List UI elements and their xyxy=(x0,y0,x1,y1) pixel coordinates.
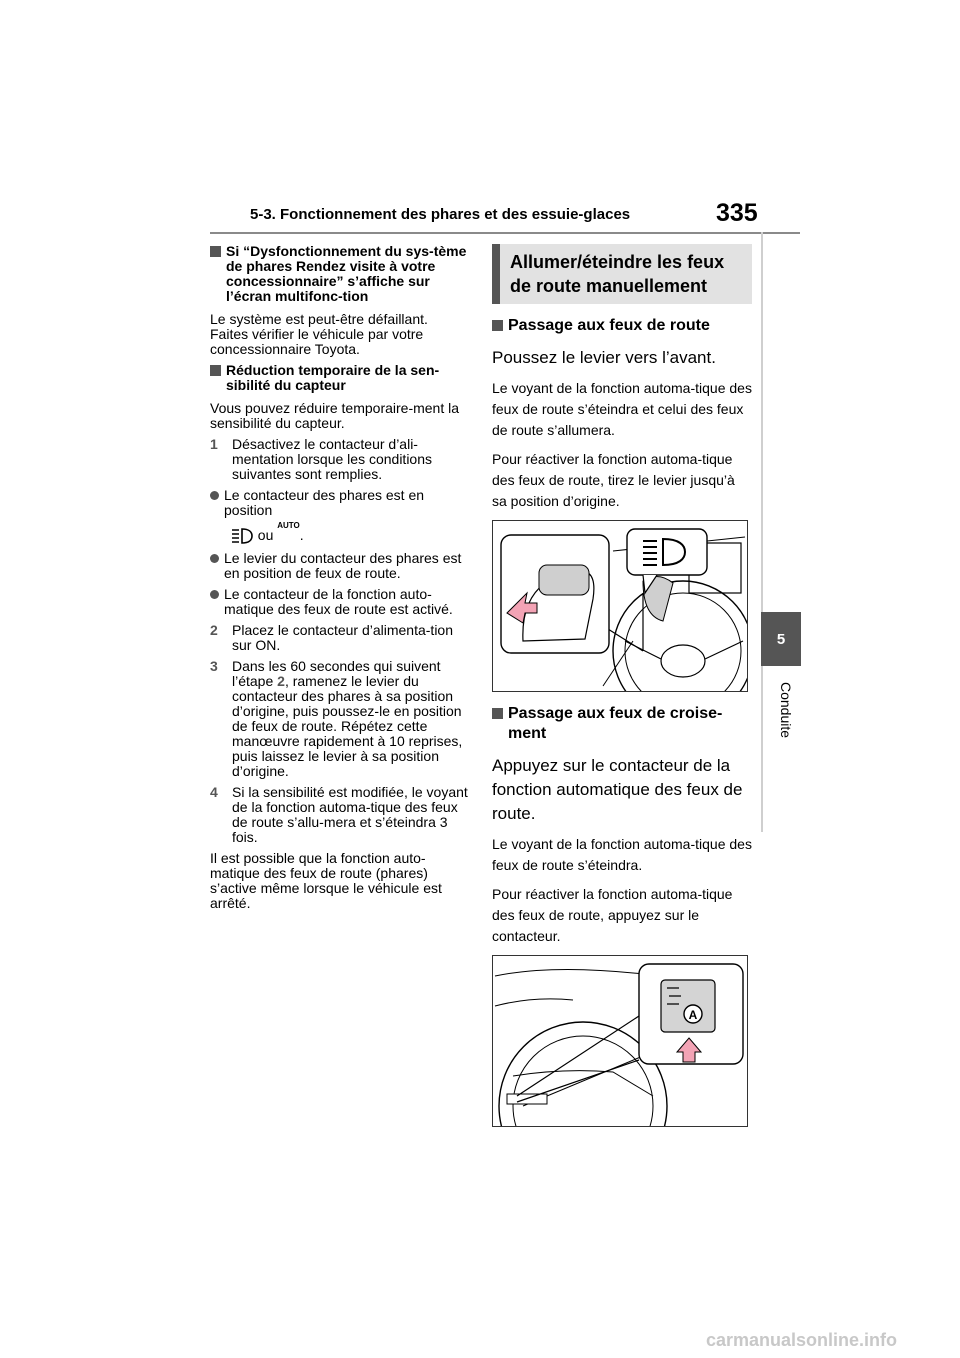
step-number: 3 xyxy=(210,658,218,675)
bullet-end: . xyxy=(299,527,304,543)
step-number: 4 xyxy=(210,784,218,801)
chapter-label-text: Conduite xyxy=(778,682,794,739)
section-title-box: Allumer/éteindre les feux de route manuellement xyxy=(492,244,752,304)
headlight-icon xyxy=(228,527,254,545)
step-reference: 2 xyxy=(277,673,285,690)
page-number: 335 xyxy=(716,199,758,227)
bullet-text: Le contacteur des phares est en position xyxy=(224,487,425,518)
step-text-a: Dans les 60 secondes qui suivent l’étape xyxy=(232,658,441,690)
paragraph-low-beam-2: Pour réactiver la fonction automa-tique des feux de route, appuyez sur le contacteur. xyxy=(492,886,733,944)
paragraph-malfunction: Le système est peut-être défaillant. Faites vérifier le véhicule par votre concessionnaire Toyota. xyxy=(210,311,428,357)
step-number: 1 xyxy=(210,436,218,452)
section-header-title: 5-3. Fonctionnement des phares et des essuie-glaces xyxy=(250,206,631,223)
step-number: 2 xyxy=(210,622,218,639)
step-text: Si la sensibilité est modifiée, le voyant de la fonction automa-tique des feux de route s’allu-mera et s’éteindra 3 fois. xyxy=(232,784,468,846)
auto-icon: AUTO xyxy=(277,521,300,530)
subheading-malfunction: Si “Dysfonctionnement du sys-tème de phares Rendez visite à votre concessionnaire” s’affiche sur l’écran multifonc-tion xyxy=(210,244,468,304)
step-text-b: , ramenez le levier du contacteur des phares à sa position d’origine, puis poussez-le en position de feux de route. Répétez cette manœuvre rapidement à 10 reprises, puis laissez le levier à sa position d’origine. xyxy=(232,673,463,780)
paragraph-low-beam-1: Le voyant de la fonction automa-tique des feux de route s’éteindra. xyxy=(492,836,752,873)
bullet-3: Le contacteur de la fonction auto-matique des feux de route est activé. xyxy=(210,587,468,617)
switch-illustration xyxy=(493,956,747,1126)
switch-letter: A xyxy=(688,1008,698,1022)
subheading-sensitivity: Réduction temporaire de la sen-sibilité du capteur xyxy=(210,363,468,393)
lever-illustration xyxy=(493,521,747,691)
right-column xyxy=(492,244,752,1139)
instruction-high-beam: Poussez le levier vers l’avant. xyxy=(492,348,716,367)
step-4 xyxy=(210,785,468,845)
step-text: Placez le contacteur d’alimenta-tion sur ON. xyxy=(232,622,454,654)
bullet-1 xyxy=(210,488,468,545)
paragraph-note: Il est possible que la fonction auto-matique des feux de route (phares) s’active même lorsque le véhicule est arrêté. xyxy=(210,850,442,912)
header-rule xyxy=(210,232,800,234)
bullet-or: ou xyxy=(257,527,274,543)
instruction-low-beam: Appuyez sur le contacteur de la fonction automatique des feux de route. xyxy=(492,756,743,823)
chapter-number-tab: 5 xyxy=(761,612,801,666)
figure-auto-switch xyxy=(492,955,748,1127)
bullet-2: Le levier du contacteur des phares est en position de feux de route. xyxy=(210,551,468,581)
figure-lever-push xyxy=(492,520,748,692)
subheading-low-beam: Passage aux feux de croise-ment xyxy=(492,704,752,744)
step-2 xyxy=(210,623,468,653)
paragraph-high-beam-2: Pour réactiver la fonction automa-tique des feux de route, tirez le levier jusqu’à sa position d’origine. xyxy=(492,451,735,509)
step-text: Désactivez le contacteur d’ali-mentation lorsque les conditions suivantes sont remplies. xyxy=(232,436,433,482)
subheading-high-beam: Passage aux feux de route xyxy=(492,316,752,336)
left-column xyxy=(210,244,468,917)
step-1 xyxy=(210,437,468,482)
chapter-label xyxy=(760,680,804,770)
watermark: carmanualsonline.info xyxy=(706,1330,898,1350)
paragraph-high-beam-1: Le voyant de la fonction automa-tique des feux de route s’éteindra et celui des feux de route s’allumera. xyxy=(492,380,752,438)
step-3 xyxy=(210,659,468,779)
paragraph-sensitivity: Vous pouvez réduire temporaire-ment la sensibilité du capteur. xyxy=(210,400,460,431)
